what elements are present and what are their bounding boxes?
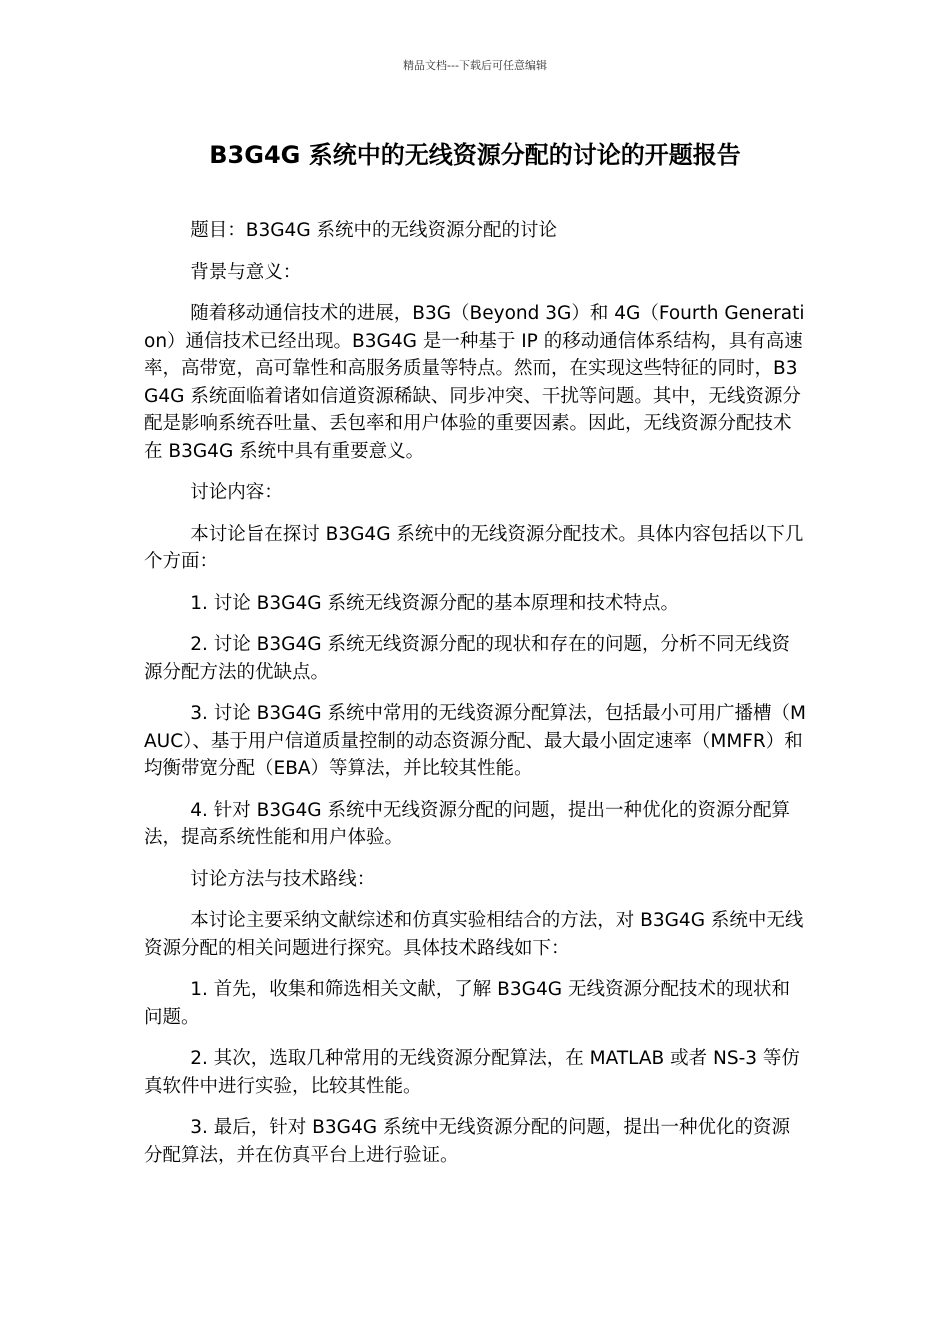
list-item-method-2: 2. 其次，选取几种常用的无线资源分配算法，在 MATLAB 或者 NS-3 等仿真软件中进行实验，比较其性能。 <box>144 1048 800 1097</box>
paragraph-background: 随着移动通信技术的进展，B3G（Beyond 3G）和 4G（Fourth Generation）通信技术已经出现。B3G4G 是一种基于 IP 的移动通信体系结构，具有高速率，高带宽，高可靠性和高服务质量等特点。然而，在实现这些特征的同时，B3G4G 系统面临着诸如信道资源稀缺、同步冲突、干扰等问题。其中，无线资源分配是影响系统吞吐量、丢包率和用户体验的重要因素。因此，无线资源分配技术在 B3G4G 系统中具有重要意义。 <box>144 303 805 462</box>
list-item-content-4: 4. 针对 B3G4G 系统中无线资源分配的问题，提出一种优化的资源分配算法，提高系统性能和用户体验。 <box>144 799 790 848</box>
document-title: B3G4G 系统中的无线资源分配的讨论的开题报告 <box>209 141 741 169</box>
page-header: 精品文档---下载后可任意编辑 <box>403 59 547 72</box>
list-item-content-1: 1. 讨论 B3G4G 系统无线资源分配的基本原理和技术特点。 <box>190 592 679 614</box>
document-body <box>144 217 808 1183</box>
heading-content: 讨论内容： <box>190 482 283 503</box>
heading-method: 讨论方法与技术路线： <box>190 868 376 890</box>
list-item-content-2: 2. 讨论 B3G4G 系统无线资源分配的现状和存在的问题，分析不同无线资源分配方法的优缺点。 <box>144 634 790 683</box>
heading-background: 背景与意义： <box>190 261 302 283</box>
paragraph-method-intro: 本讨论主要采纳文献综述和仿真实验相结合的方法，对 B3G4G 系统中无线资源分配的相关问题进行探究。具体技术路线如下： <box>144 910 804 959</box>
list-item-method-1: 1. 首先，收集和筛选相关文献，了解 B3G4G 无线资源分配技术的现状和问题。 <box>144 979 790 1028</box>
paragraph-content-intro: 本讨论旨在探讨 B3G4G 系统中的无线资源分配技术。具体内容包括以下几个方面： <box>144 523 804 572</box>
list-item-content-3: 3. 讨论 B3G4G 系统中常用的无线资源分配算法，包括最小可用广播槽（MAUC）、基于用户信道质量控制的动态资源分配、最大最小固定速率（MMFR）和均衡带宽分配（EBA）等算法，并比较其性能。 <box>144 703 806 779</box>
paragraph-topic: 题目：B3G4G 系统中的无线资源分配的讨论 <box>190 220 558 241</box>
list-item-method-3: 3. 最后，针对 B3G4G 系统中无线资源分配的问题，提出一种优化的资源分配算法，并在仿真平台上进行验证。 <box>144 1117 790 1166</box>
